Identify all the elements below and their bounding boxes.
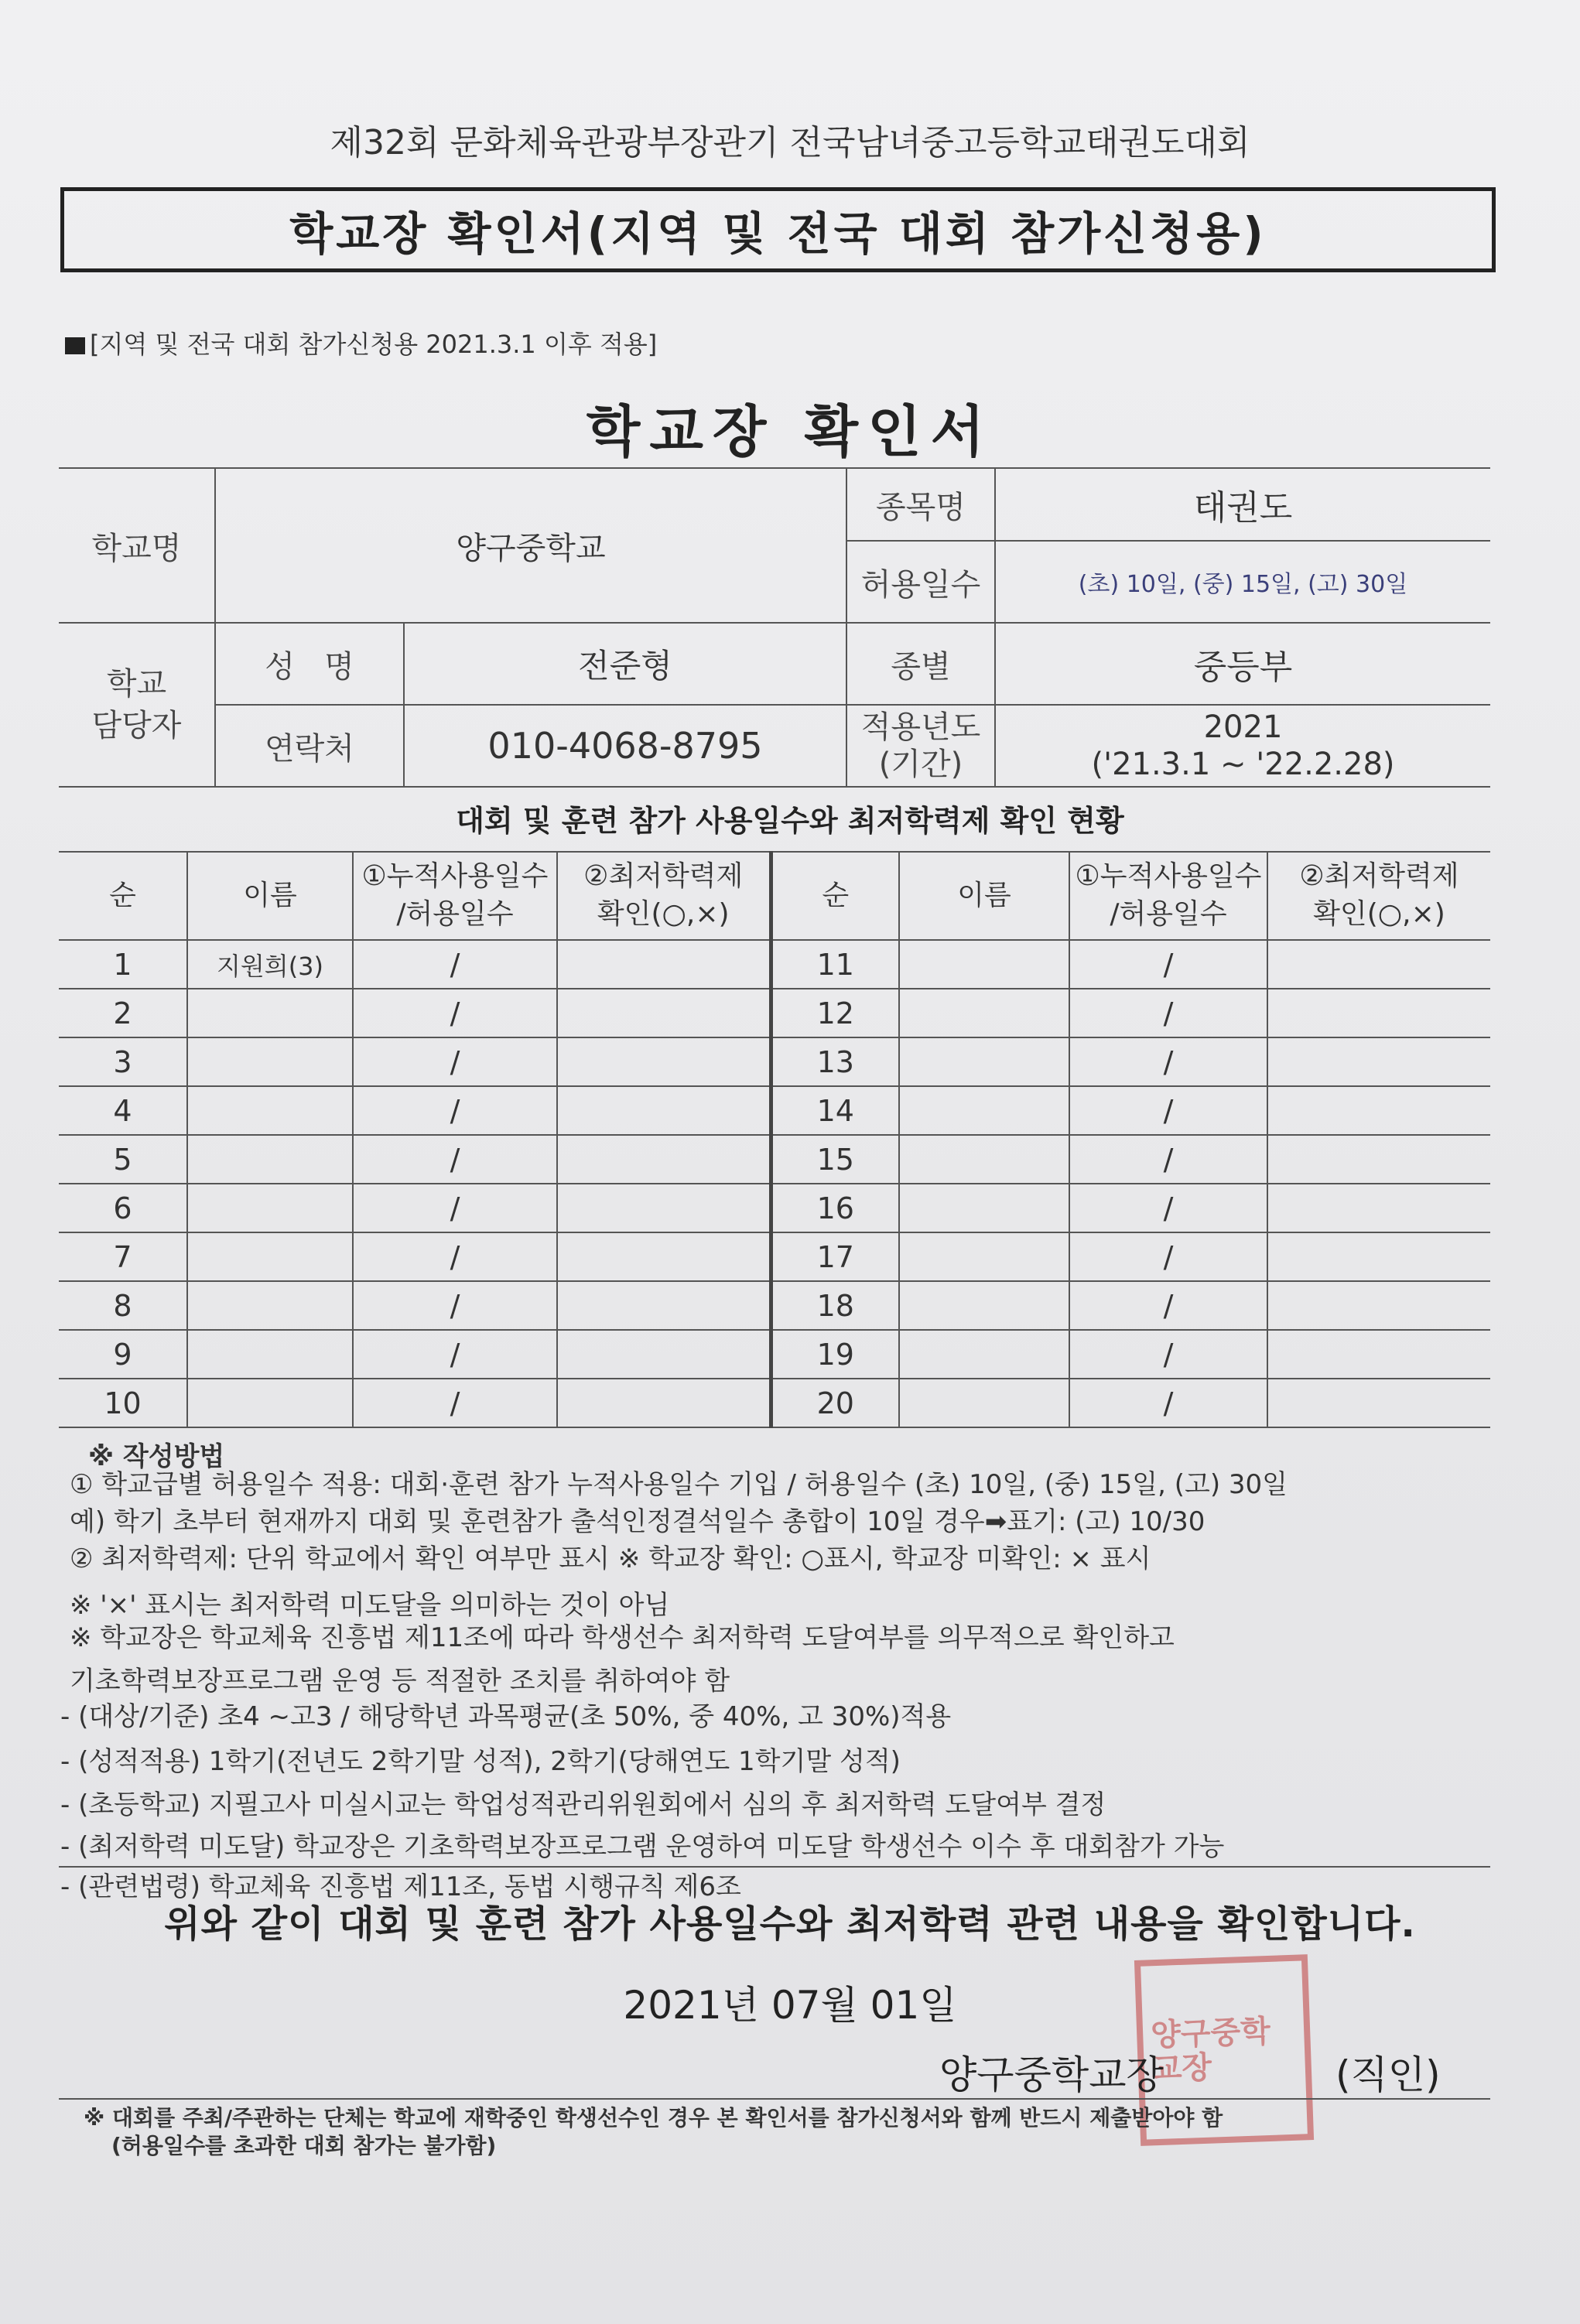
row-min — [1267, 1330, 1490, 1379]
table-row — [59, 989, 1490, 1037]
row-min — [557, 1135, 771, 1184]
row-days: / — [353, 1232, 557, 1281]
row-days: / — [353, 1184, 557, 1232]
row-name — [187, 1281, 353, 1330]
row-min — [557, 940, 771, 989]
header-days-right — [1069, 852, 1267, 940]
row-no: 17 — [771, 1232, 899, 1281]
row-no: 18 — [771, 1281, 899, 1330]
allowed-days-value: (초) 10일, (중) 15일, (고) 30일 — [995, 541, 1490, 623]
row-name — [187, 989, 353, 1037]
note-line: - (성적적용) 1학기(전년도 2학기말 성적), 2학기(당해연도 1학기말 성적) — [60, 1746, 901, 1777]
row-min — [1267, 1232, 1490, 1281]
row-no: 19 — [771, 1330, 899, 1379]
row-days: / — [1069, 1184, 1267, 1232]
row-no: 16 — [771, 1184, 899, 1232]
row-name — [899, 1232, 1069, 1281]
table-row — [59, 1037, 1490, 1086]
row-no: 8 — [59, 1281, 187, 1330]
contact-label: 연락처 — [215, 705, 404, 787]
row-name — [899, 1330, 1069, 1379]
row-min — [1267, 1135, 1490, 1184]
row-days: / — [1069, 940, 1267, 989]
footnote — [84, 2104, 1507, 2161]
row-min — [557, 1281, 771, 1330]
note-line: ※ 학교장은 학교체육 진흥법 제11조에 따라 학생선수 최저학력 도달여부를 의무적으로 확인하고 — [70, 1622, 1175, 1653]
row-days: / — [1069, 1037, 1267, 1086]
row-name — [187, 1135, 353, 1184]
row-no: 6 — [59, 1184, 187, 1232]
note-line: ① 학교급별 허용일수 적용: 대회·훈련 참가 누적사용일수 기입 / 허용일수 (초) 10일, (중) 15일, (고) 30일 — [70, 1469, 1288, 1500]
row-days: / — [353, 989, 557, 1037]
row-no: 11 — [771, 940, 899, 989]
row-no: 3 — [59, 1037, 187, 1086]
row-no: 1 — [59, 940, 187, 989]
row-name — [899, 989, 1069, 1037]
row-min — [1267, 1184, 1490, 1232]
divider — [59, 1866, 1490, 1868]
footnote-line-1: ※ 대회를 주최/주관하는 단체는 학교에 재학중인 학생선수인 경우 본 확인서를 참가신청서와 함께 반드시 제출받아야 함 — [84, 2105, 1223, 2131]
table-row — [59, 1379, 1490, 1427]
header-no-left: 순 — [59, 852, 187, 940]
row-days: / — [353, 1379, 557, 1427]
date: 2021년 07월 01일 — [623, 1983, 957, 2028]
division-label: 종별 — [846, 623, 995, 705]
row-name — [187, 1232, 353, 1281]
year-value-line-2: ('21.3.1 ~ '22.2.28) — [1091, 747, 1395, 782]
row-name — [187, 1086, 353, 1135]
name-label: 성 명 — [215, 623, 404, 705]
row-days: / — [1069, 1281, 1267, 1330]
header-days-left-1: ①누적사용일수 — [361, 860, 549, 893]
row-days: / — [1069, 1330, 1267, 1379]
section-title: 대회 및 훈련 참가 사용일수와 최저학력제 확인 현황 — [456, 804, 1124, 838]
table-row — [59, 1330, 1490, 1379]
row-name — [899, 1184, 1069, 1232]
header-min-right-2: 확인(○,×) — [1313, 898, 1445, 930]
manager-label — [59, 623, 215, 787]
year-label — [846, 705, 995, 787]
header-min-right-1: ②최저학력제 — [1299, 860, 1459, 893]
row-min — [557, 1086, 771, 1135]
row-no: 5 — [59, 1135, 187, 1184]
official-seal: 양구중학교장 — [1134, 1954, 1314, 2146]
row-name — [187, 1184, 353, 1232]
note-line: - (최저학력 미도달) 학교장은 기초학력보장프로그램 운영하여 미도달 학생선수 이수 후 대회참가 가능 — [60, 1831, 1225, 1862]
manager-label-line-1: 학교 — [106, 666, 167, 702]
row-no: 14 — [771, 1086, 899, 1135]
manager-label-line-2: 담당자 — [91, 708, 182, 743]
table-row — [59, 1086, 1490, 1135]
footnote-line-2: (허용일수를 초과한 대회 참가는 불가함) — [111, 2133, 497, 2159]
row-no: 9 — [59, 1330, 187, 1379]
header-days-left — [353, 852, 557, 940]
row-min — [557, 1232, 771, 1281]
row-name — [899, 1135, 1069, 1184]
info-table — [59, 467, 1490, 788]
row-min — [1267, 1086, 1490, 1135]
year-label-line-2: (기간) — [878, 747, 963, 782]
square-bullet-icon — [65, 337, 85, 354]
row-name — [899, 1281, 1069, 1330]
row-min — [1267, 940, 1490, 989]
row-no: 12 — [771, 989, 899, 1037]
table-row — [59, 1232, 1490, 1281]
header-days-left-2: /허용일수 — [396, 898, 514, 930]
row-min — [1267, 1379, 1490, 1427]
allowed-days-label: 허용일수 — [846, 541, 995, 623]
note-line: - (초등학교) 지필고사 미실시교는 학업성적관리위원회에서 심의 후 최저학력 도달여부 결정 — [60, 1789, 1106, 1820]
row-name — [187, 1037, 353, 1086]
row-days: / — [353, 1281, 557, 1330]
note-line: - (관련법령) 학교체육 진흥법 제11조, 동법 시행규칙 제6조 — [60, 1871, 741, 1902]
row-name — [187, 1379, 353, 1427]
name-value: 전준형 — [404, 623, 846, 705]
seal-label: (직인) — [1335, 2052, 1441, 2097]
row-name — [899, 940, 1069, 989]
row-min — [557, 1184, 771, 1232]
contact-value: 010-4068-8795 — [404, 705, 846, 787]
row-name — [899, 1379, 1069, 1427]
signer: 양구중학교장 — [939, 2052, 1164, 2097]
row-days: / — [1069, 1135, 1267, 1184]
event-value: 태권도 — [995, 468, 1490, 541]
row-no: 2 — [59, 989, 187, 1037]
row-min — [1267, 989, 1490, 1037]
row-no: 7 — [59, 1232, 187, 1281]
year-label-line-1: 적용년도 — [860, 709, 981, 745]
note-line: ② 최저학력제: 단위 학교에서 확인 여부만 표시 ※ 학교장 확인: ○표시, 학교장 미확인: × 표시 — [70, 1543, 1151, 1574]
school-label: 학교명 — [59, 468, 215, 623]
applicability-note — [65, 325, 657, 361]
row-days: / — [1069, 1086, 1267, 1135]
division-value: 중등부 — [995, 623, 1490, 705]
year-value-line-1: 2021 — [1203, 709, 1283, 745]
school-name: 양구중학교 — [215, 468, 846, 623]
confirm-statement: 위와 같이 대회 및 훈련 참가 사용일수와 최저학력 관련 내용을 확인합니다. — [164, 1902, 1416, 1946]
usage-table — [59, 851, 1490, 1428]
row-min — [557, 1330, 771, 1379]
row-days: / — [353, 1037, 557, 1086]
row-days: / — [1069, 1232, 1267, 1281]
row-days: / — [353, 1330, 557, 1379]
table-row — [59, 1281, 1490, 1330]
table-row — [59, 1184, 1490, 1232]
divider — [59, 2098, 1490, 2100]
header-min-left — [557, 852, 771, 940]
row-min — [1267, 1281, 1490, 1330]
header-min-left-2: 확인(○,×) — [597, 898, 730, 930]
form-title: 학교장 확인서(지역 및 전국 대회 참가신청용) — [60, 187, 1496, 272]
row-no: 13 — [771, 1037, 899, 1086]
note-line: ※ '×' 표시는 최저학력 미도달을 의미하는 것이 아님 — [70, 1590, 670, 1621]
row-days: / — [1069, 1379, 1267, 1427]
header-no-right: 순 — [771, 852, 899, 940]
header-days-right-2: /허용일수 — [1110, 898, 1227, 930]
row-min — [557, 1037, 771, 1086]
year-value — [995, 705, 1490, 787]
header-days-right-1: ①누적사용일수 — [1075, 860, 1262, 893]
document-title: 학교장 확인서 — [586, 399, 994, 464]
header-name-right: 이름 — [899, 852, 1069, 940]
table-row — [59, 1135, 1490, 1184]
row-min — [557, 1379, 771, 1427]
row-days: / — [353, 1086, 557, 1135]
row-name — [899, 1037, 1069, 1086]
row-days: / — [353, 1135, 557, 1184]
event-title: 제32회 문화체육관광부장관기 전국남녀중고등학교태권도대회 — [330, 123, 1250, 162]
row-no: 10 — [59, 1379, 187, 1427]
note-line: - (대상/기준) 초4 ~고3 / 해당학년 과목평균(초 50%, 중 40%, 고 30%)적용 — [60, 1701, 952, 1732]
note-line: 기초학력보장프로그램 운영 등 적절한 조치를 취하여야 함 — [70, 1666, 730, 1697]
row-name — [187, 1330, 353, 1379]
row-days: / — [1069, 989, 1267, 1037]
table-row — [59, 940, 1490, 989]
row-min — [1267, 1037, 1490, 1086]
applicability-text: [지역 및 전국 대회 참가신청용 2021.3.1 이후 적용] — [90, 330, 658, 359]
row-name — [899, 1086, 1069, 1135]
row-days: / — [353, 940, 557, 989]
row-min — [557, 989, 771, 1037]
note-line: ※ 작성방법 — [88, 1441, 225, 1472]
note-line: 예) 학기 초부터 현재까지 대회 및 훈련참가 출석인정결석일수 총합이 10일 경우➡표기: (고) 10/30 — [70, 1506, 1206, 1537]
header-name-left: 이름 — [187, 852, 353, 940]
row-no: 4 — [59, 1086, 187, 1135]
row-no: 15 — [771, 1135, 899, 1184]
row-name: 지원희(3) — [187, 940, 353, 989]
event-label: 종목명 — [846, 468, 995, 541]
header-min-left-1: ②최저학력제 — [583, 860, 744, 893]
header-min-right — [1267, 852, 1490, 940]
row-no: 20 — [771, 1379, 899, 1427]
